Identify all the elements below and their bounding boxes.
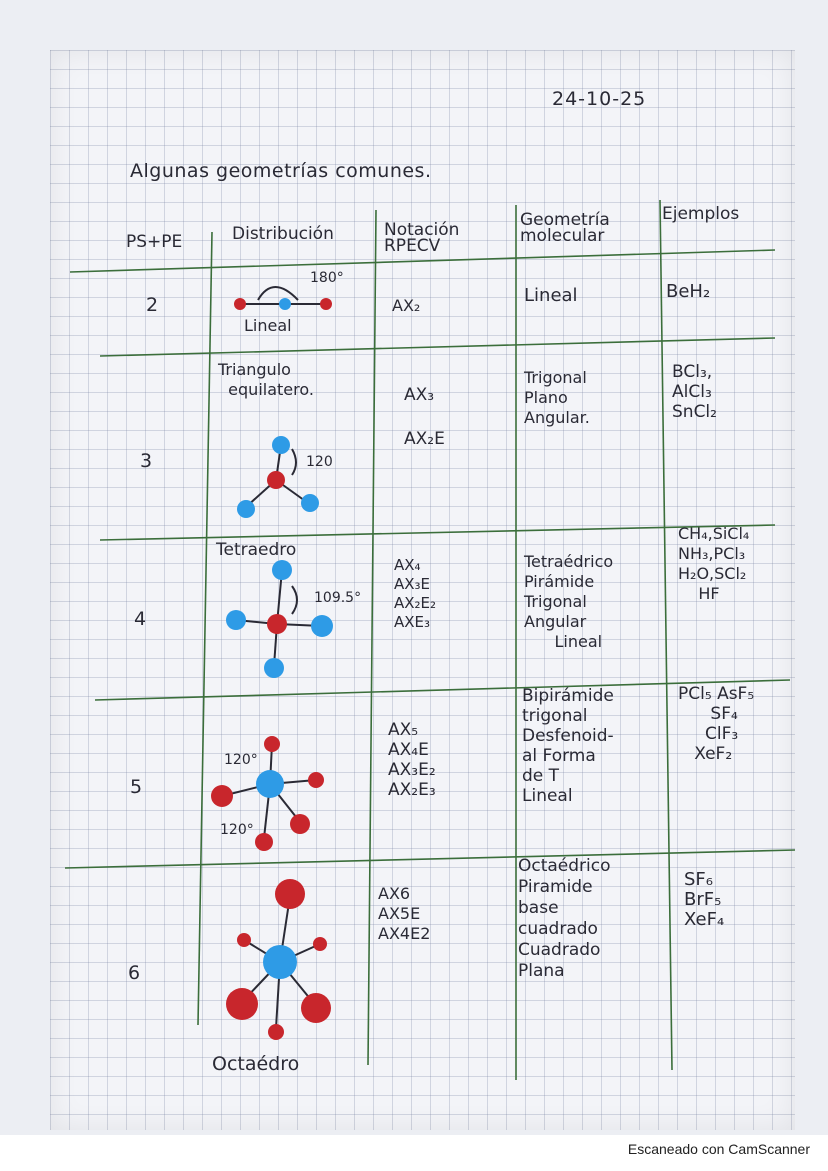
row2-atom-center	[267, 471, 285, 489]
row2-angle: 120	[306, 454, 333, 470]
row3-atom-bottom	[264, 658, 284, 678]
row3-tetrahedral-molecule	[222, 552, 342, 682]
row3-dist-label: Tetraedro	[216, 540, 297, 560]
row3-psipe: 4	[134, 608, 147, 630]
row1-linear-molecule	[228, 272, 358, 322]
header-psipe: PS+PE	[126, 232, 183, 252]
row1-notation: AX₂	[392, 296, 421, 315]
row5-psipe: 6	[128, 962, 141, 984]
row4-atom-top	[264, 736, 280, 752]
row4-atom-center	[256, 770, 284, 798]
row4-angle: 120°	[224, 752, 258, 768]
row4-atom-bottom	[255, 833, 273, 851]
page-title: Algunas geometrías comunes.	[130, 160, 432, 182]
row4-angle2: 120°	[220, 822, 254, 838]
row3-atom-right	[311, 615, 333, 637]
date-text: 24-10-25	[552, 88, 647, 110]
table-col-1	[198, 232, 212, 1025]
row2-atom-top	[272, 436, 290, 454]
row2-atom-right	[301, 494, 319, 512]
row5-atom-lower-left	[226, 988, 258, 1020]
row2-geometry: Trigonal Plano Angular.	[524, 368, 590, 427]
row1-geometry: Lineal	[524, 285, 578, 306]
table-rule-row1	[100, 338, 775, 356]
row4-geometry: Bipirámide trigonal Desfenoid- al Forma de T Lineal	[522, 686, 614, 806]
row1-psipe: 2	[146, 294, 159, 316]
row1-examples: BeH₂	[666, 281, 711, 302]
header-geometria: Geometría molecular	[520, 210, 610, 246]
row5-atom-upper-right	[313, 937, 327, 951]
row4-atom-left	[211, 785, 233, 807]
row3-atom-center	[267, 614, 287, 634]
row5-atom-center	[263, 945, 297, 979]
row4-examples: PCl₅ AsF₅ SF₄ ClF₃ XeF₂	[678, 684, 755, 764]
row4-notation: AX₅ AX₄E AX₃E₂ AX₂E₃	[388, 720, 436, 800]
scanner-watermark: Escaneado con CamScanner	[627, 1141, 810, 1157]
row4-psipe: 5	[130, 776, 143, 798]
row4-bipyramid-molecule	[206, 730, 336, 860]
row5-atom-lower-right	[301, 993, 331, 1023]
row1-angle: 180°	[310, 270, 344, 286]
row2-psipe: 3	[140, 450, 153, 472]
row1-atom-center	[279, 298, 291, 310]
row3-atom-left	[226, 610, 246, 630]
row5-octahedral-molecule	[218, 874, 348, 1046]
row3-atom-top	[272, 560, 292, 580]
row1-atom-left	[234, 298, 246, 310]
row2-dist-label: Triangulo equilatero.	[218, 360, 314, 399]
header-notacion: Notación RPECV	[384, 220, 460, 256]
row5-atom-bottom	[268, 1024, 284, 1040]
table-col-4	[660, 200, 672, 1070]
table-col-2	[368, 210, 376, 1065]
row5-atom-top	[275, 879, 305, 909]
row5-geometry: Octaédrico Piramide base cuadrado Cuadrado Plana	[518, 856, 611, 981]
row3-geometry: Tetraédrico Pirámide Trigonal Angular Lineal	[524, 552, 614, 651]
row1-angle-arc	[258, 287, 298, 300]
header-ejemplos: Ejemplos	[662, 204, 740, 224]
header-distribucion: Distribución	[232, 224, 334, 244]
row1-dist-label: Lineal	[244, 316, 292, 335]
row2-trigonal-molecule	[226, 425, 336, 525]
row1-atom-right	[320, 298, 332, 310]
row5-atom-upper-left	[237, 933, 251, 947]
table-rule-row4	[65, 850, 795, 868]
row3-angle: 109.5°	[314, 590, 362, 606]
row2-atom-left	[237, 500, 255, 518]
row5-examples: SF₆ BrF₅ XeF₄	[684, 869, 725, 930]
row3-examples: CH₄,SiCl₄ NH₃,PCl₃ H₂O,SCl₂ HF	[678, 524, 750, 603]
row4-atom-lower-right	[290, 814, 310, 834]
row5-notation: AX6 AX5E AX4E2	[378, 884, 431, 943]
row2-examples: BCl₃, AlCl₃ SnCl₂	[672, 362, 717, 422]
row2-notation: AX₃ AX₂E	[404, 385, 445, 449]
row4-atom-right	[308, 772, 324, 788]
table-rule-row2	[100, 525, 775, 540]
row5-dist-label: Octaédro	[212, 1053, 300, 1075]
row3-angle-arc	[292, 586, 297, 614]
row2-angle-arc	[292, 449, 296, 475]
row3-notation: AX₄ AX₃E AX₂E₂ AXE₃	[394, 556, 437, 631]
